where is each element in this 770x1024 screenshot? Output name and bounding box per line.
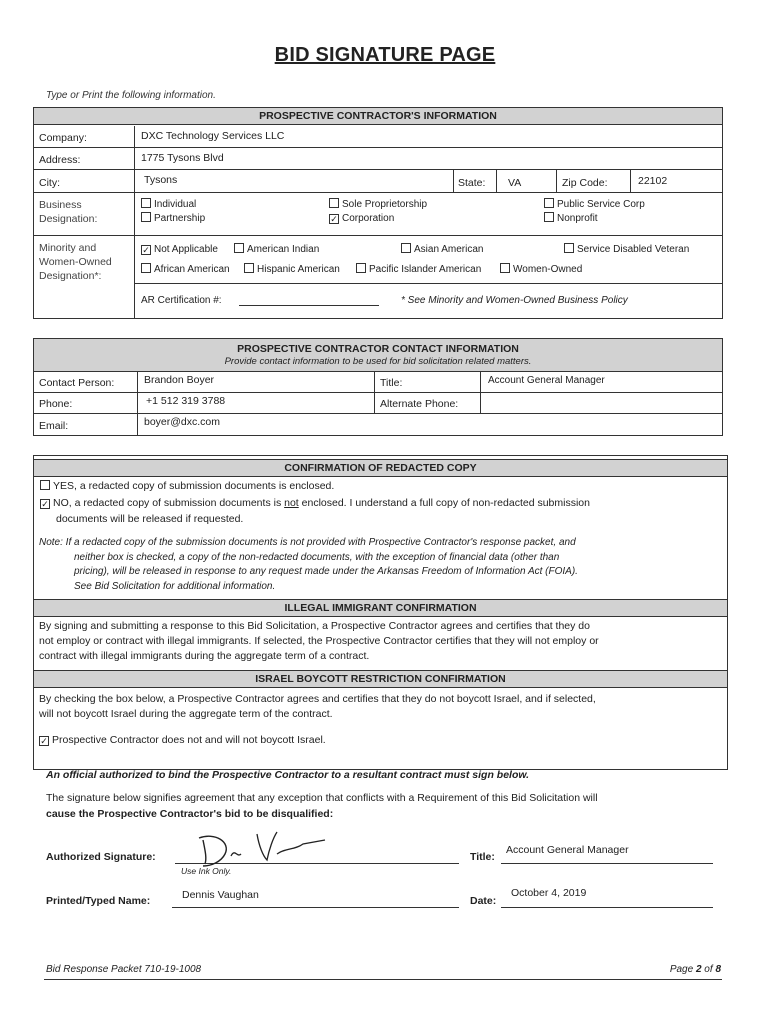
business-designation-label: Business Designation: bbox=[39, 199, 98, 225]
email-value[interactable]: boyer@dxc.com bbox=[144, 416, 221, 428]
address-label: Address: bbox=[39, 154, 81, 166]
agreement-line-2: cause the Prospective Contractor's bid to be disqualified: bbox=[46, 808, 334, 820]
page-title: BID SIGNATURE PAGE bbox=[274, 44, 496, 66]
checkbox-checked-icon: ✓ bbox=[142, 245, 150, 255]
date-line bbox=[501, 907, 713, 908]
contact-info-header: PROSPECTIVE CONTRACTOR CONTACT INFORMATION bbox=[237, 343, 519, 355]
business-option-public-service-corp[interactable]: Public Service Corp bbox=[544, 197, 645, 212]
checkbox-icon bbox=[356, 263, 366, 273]
checkbox-checked-icon: ✓ bbox=[330, 214, 338, 224]
redacted-header: CONFIRMATION OF REDACTED COPY bbox=[34, 459, 727, 477]
redacted-no-continued: documents will be released if requested. bbox=[56, 513, 244, 525]
checkbox-icon bbox=[564, 243, 574, 253]
date-label: Date: bbox=[470, 895, 497, 907]
redacted-yes-option[interactable]: YES, a redacted copy of submission documents is enclosed. bbox=[40, 479, 334, 494]
contractor-info-section bbox=[33, 107, 723, 319]
company-label: Company: bbox=[39, 132, 87, 144]
contact-info-section bbox=[33, 338, 723, 436]
contact-title-value[interactable]: Account General Manager bbox=[488, 375, 605, 386]
checkbox-checked-icon: ✓ bbox=[41, 499, 49, 509]
minority-option-women-owned[interactable]: Women-Owned bbox=[500, 262, 582, 277]
israel-boycott-text: By checking the box below, a Prospective Contractor agrees and certifies that they do not boycott Israel, and if selected, will not boycott Israel during the aggregate term of the contract. bbox=[39, 693, 596, 720]
state-value[interactable]: VA bbox=[508, 177, 522, 189]
illegal-immigrant-text: By signing and submitting a response to this Bid Solicitation, a Prospective Contractor agrees and certifies that they do not employ or contract with illegal immigrants. If selected, the Prospective Contractor certifies that they will not employ or contract with illegal immigrants during the aggregate term of a contract. bbox=[39, 620, 599, 662]
checkbox-icon bbox=[544, 212, 554, 222]
official-note: An official authorized to bind the Prospective Contractor to a resultant contract must sign below. bbox=[46, 769, 530, 781]
authorized-signature-label: Authorized Signature: bbox=[46, 851, 156, 863]
alternate-phone-label: Alternate Phone: bbox=[380, 398, 459, 410]
footer-packet-label: Bid Response Packet 710-19-1008 bbox=[46, 964, 202, 975]
checkbox-icon bbox=[141, 263, 151, 273]
ar-certification-label: AR Certification #: bbox=[141, 295, 222, 306]
city-label: City: bbox=[39, 177, 60, 189]
printed-name-line bbox=[172, 907, 459, 908]
israel-boycott-header: ISRAEL BOYCOTT RESTRICTION CONFIRMATION bbox=[34, 670, 727, 688]
contact-title-label: Title: bbox=[380, 377, 403, 389]
business-option-sole-proprietorship[interactable]: Sole Proprietorship bbox=[329, 197, 427, 212]
minority-option-asian-american[interactable]: Asian American bbox=[401, 242, 483, 257]
checkbox-icon bbox=[500, 263, 510, 273]
agreement-line-1: The signature below signifies agreement that any exception that conflicts with a Requirement of this Bid Solicitation will bbox=[46, 792, 598, 804]
minority-option-service-disabled-veteran[interactable]: Service Disabled Veteran bbox=[564, 242, 689, 257]
contact-person-value[interactable]: Brandon Boyer bbox=[144, 374, 215, 386]
footer-page-number: Page 2 of 8 bbox=[669, 964, 721, 975]
minority-option-african-american[interactable]: African American bbox=[141, 262, 230, 277]
illegal-immigrant-header: ILLEGAL IMMIGRANT CONFIRMATION bbox=[34, 599, 727, 617]
phone-value[interactable]: +1 512 319 3788 bbox=[146, 395, 226, 407]
checkbox-icon bbox=[401, 243, 411, 253]
signature-title-line bbox=[501, 863, 713, 864]
business-option-nonprofit[interactable]: Nonprofit bbox=[544, 211, 598, 226]
city-value[interactable]: Tysons bbox=[144, 174, 178, 186]
redacted-note: Note: If a redacted copy of the submission documents is not provided with Prospective Contractor's response packet, and neither box is checked, a copy of the non-redacted documents, with the exception of financial data (other than pricing), will be released in response to any request made under the Arkansas Freedom of Information Act (FOIA). See Bid Solicitation for additional information. bbox=[39, 537, 578, 592]
contact-info-subheader: Provide contact information to be used for bid solicitation related matters. bbox=[224, 356, 532, 367]
business-option-individual[interactable]: Individual bbox=[141, 197, 196, 212]
minority-option-hispanic-american[interactable]: Hispanic American bbox=[244, 262, 340, 277]
checkbox-checked-icon: ✓ bbox=[40, 736, 48, 746]
minority-designation-label: Minority and Women-Owned Designation*: bbox=[39, 242, 112, 282]
checkbox-icon bbox=[40, 480, 50, 490]
redacted-no-option[interactable]: ✓ NO, a redacted copy of submission documents is not enclosed. I understand a full copy of non-redacted submission bbox=[41, 497, 590, 509]
checkbox-icon bbox=[141, 212, 151, 222]
company-value[interactable]: DXC Technology Services LLC bbox=[141, 130, 285, 142]
confirmations-section bbox=[33, 455, 728, 770]
signature-title-value[interactable]: Account General Manager bbox=[506, 844, 629, 856]
zip-value[interactable]: 22102 bbox=[638, 175, 668, 187]
printed-name-label: Printed/Typed Name: bbox=[46, 895, 151, 907]
phone-label: Phone: bbox=[39, 398, 73, 410]
footer-rule bbox=[44, 979, 722, 980]
email-label: Email: bbox=[39, 420, 69, 432]
policy-note: * See Minority and Women-Owned Business Policy bbox=[401, 295, 628, 306]
date-value[interactable]: October 4, 2019 bbox=[511, 887, 587, 899]
address-value[interactable]: 1775 Tysons Blvd bbox=[141, 152, 224, 164]
business-option-partnership[interactable]: Partnership bbox=[141, 211, 205, 226]
checkbox-icon bbox=[141, 198, 151, 208]
zip-label: Zip Code: bbox=[562, 177, 608, 189]
ink-only-note: Use Ink Only. bbox=[181, 866, 232, 876]
instruction-text: Type or Print the following information. bbox=[46, 90, 216, 101]
minority-option-american-indian[interactable]: American Indian bbox=[234, 242, 319, 257]
israel-boycott-checkbox[interactable]: ✓ Prospective Contractor does not and will not boycott Israel. bbox=[40, 734, 326, 746]
contact-person-label: Contact Person: bbox=[39, 377, 115, 389]
checkbox-icon bbox=[329, 198, 339, 208]
business-option-corporation[interactable]: ✓ Corporation bbox=[330, 213, 395, 224]
minority-option-pacific-islander[interactable]: Pacific Islander American bbox=[356, 262, 481, 277]
checkbox-icon bbox=[544, 198, 554, 208]
checkbox-icon bbox=[244, 263, 254, 273]
contractor-info-header: PROSPECTIVE CONTRACTOR'S INFORMATION bbox=[34, 108, 722, 125]
state-label: State: bbox=[458, 177, 486, 189]
signature-title-label: Title: bbox=[470, 851, 495, 863]
minority-option-not-applicable[interactable]: ✓ Not Applicable bbox=[142, 244, 218, 255]
printed-name-value[interactable]: Dennis Vaughan bbox=[182, 889, 259, 901]
checkbox-icon bbox=[234, 243, 244, 253]
ar-certification-input[interactable] bbox=[239, 305, 379, 306]
